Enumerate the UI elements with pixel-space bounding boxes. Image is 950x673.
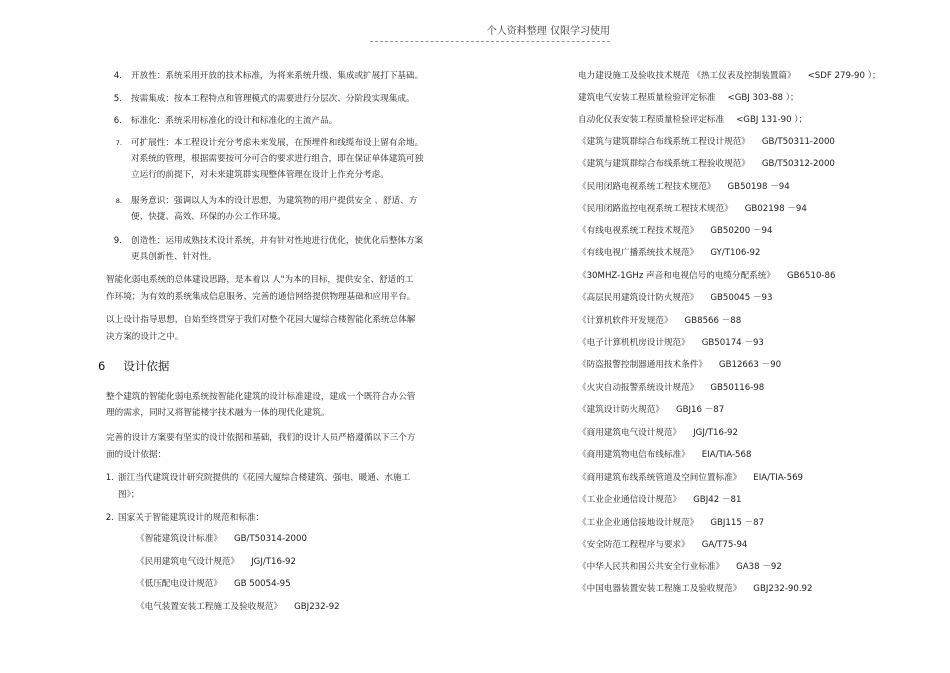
standard-row	[578, 337, 764, 350]
list-item-text: 图》；	[118, 490, 140, 500]
section-heading	[98, 360, 169, 373]
list-item-text: 浙江当代建筑设计研究院提供的《花园大厦综合楼建筑、强电、暖通、水施工	[118, 473, 411, 483]
list-item-number: 2.	[105, 513, 114, 523]
standard-name: 《商用建筑布线系统管道及空间位置标准》	[578, 473, 742, 483]
list-item-number: 7.	[115, 139, 122, 147]
standard-name: 《高层民用建筑设计防火规范》	[578, 293, 699, 303]
standard-code: GB50116-98	[710, 383, 765, 393]
standard-code: JGJ/T16-92	[251, 557, 296, 567]
standard-row	[578, 561, 782, 574]
standard-code: GB/T50311-2000	[761, 137, 835, 147]
standard-name: 《建筑与建筑群综合布线系统工程验收规范》	[578, 159, 750, 169]
standard-row	[136, 601, 340, 614]
paragraph: 决方案的设计之中。	[106, 332, 184, 342]
standard-row	[578, 404, 724, 417]
paragraph: 完善的设计方案要有坚实的设计依据和基础，我们的设计人员严格遵循以下三个方	[106, 433, 416, 443]
standard-row	[136, 556, 296, 569]
standard-code: GB/T50312-2000	[761, 159, 835, 169]
standard-name: 《工业企业通信设计规范》	[578, 495, 682, 505]
standard-row	[578, 583, 813, 596]
standard-name: 自动化仪表安装工程质量检验评定标准	[578, 115, 725, 125]
standard-row	[578, 181, 790, 194]
standard-name: 《计算机软件开发规范》	[578, 316, 673, 326]
standard-name: 《民用建筑电气设计规范》	[136, 557, 240, 567]
standard-name: 《电子计算机机房设计规范》	[578, 338, 690, 348]
standard-code: <GBJ 131-90 ）；	[736, 115, 808, 125]
list-item-text: 更具创新性、针对性。	[131, 252, 217, 262]
standard-row	[578, 517, 764, 530]
standard-row	[136, 578, 291, 591]
standard-name: 《商用建筑物电信布线标准》	[578, 450, 690, 460]
standard-row	[578, 359, 781, 372]
standard-row	[578, 472, 803, 485]
standard-name: 《中国电器装置安装工程施工及验收规范》	[578, 584, 742, 594]
list-item-number: 8.	[115, 197, 122, 205]
standard-name: 《安全防范工程程序与要求》	[578, 540, 690, 550]
standard-code: GB/T50314-2000	[233, 534, 307, 544]
standard-code: GB50198 －94	[727, 182, 790, 192]
standard-name: 建筑电气安装工程质量检验评定标准	[578, 93, 716, 103]
standard-row	[578, 70, 881, 83]
standard-code: GBJ232-92	[294, 602, 340, 612]
standard-name: 《商用建筑电气设计规范》	[578, 428, 682, 438]
standard-name: 《民用闭路电视系统工程技术规范》	[578, 182, 716, 192]
standard-row	[578, 225, 772, 238]
standard-code: GB50045 －93	[710, 293, 773, 303]
list-item-number: 1.	[105, 473, 114, 483]
standard-code: GA/T75-94	[701, 540, 748, 550]
standard-name: 《30MHZ-1GHz 声音和电视信号的电缆分配系统》	[578, 271, 775, 281]
list-item-number: 6.	[113, 116, 122, 126]
standard-code: GB 50054-95	[233, 579, 291, 589]
paragraph: 智能化弱电系统的总体建设思路，是本着以 人"为本的目标，提供安全、舒适的工	[106, 275, 414, 285]
list-item-text: 国家关于智能建筑设计的规范和标准：	[118, 513, 265, 523]
standard-code: GY/T106-92	[710, 248, 761, 258]
standard-code: JGJ/T16-92	[693, 428, 738, 438]
standard-code: EIA/TIA-569	[753, 473, 804, 483]
standard-row	[578, 292, 772, 305]
standard-row	[578, 494, 741, 507]
standard-code: GB6510-86	[786, 271, 836, 281]
standard-row	[578, 427, 738, 440]
standard-name: 《电气装置安装工程施工及验收规范》	[136, 602, 283, 612]
standard-code: GA38 －92	[736, 562, 782, 572]
standard-code: GB8566 －88	[684, 316, 742, 326]
list-item-text: 立运行的前提下，对未来建筑群实现整体管理在设计上作充分考虑。	[131, 170, 389, 180]
standard-row	[578, 247, 760, 260]
paragraph: 以上设计指导思想，自始至终贯穿于我们对整个花园大厦综合楼智能化系统总体解	[106, 315, 416, 325]
list-item-text: 标准化：系统采用标准化的设计和标准化的主流产品。	[131, 116, 338, 126]
standard-code: GBJ232-90.92	[753, 584, 813, 594]
standard-name: 《火灾自动报警系统设计规范》	[578, 383, 699, 393]
standard-code: GB12663 －90	[718, 360, 782, 370]
standard-name: 《防盗报警控制器通用技术条件》	[578, 360, 707, 370]
standard-name: 《有线电视广播系统技术规范》	[578, 248, 699, 258]
list-item-text: 对系统的管理，根据需要按可分可合的要求进行组合，即在保证单体建筑可独	[131, 154, 424, 164]
standard-name: 《建筑设计防火规范》	[578, 405, 664, 415]
standard-name: 《低压配电设计规范》	[136, 579, 222, 589]
paragraph: 作环境；为有效的系统集成信息服务、完善的通信网络提供物理基础和应用平台。	[106, 292, 416, 302]
list-item-text: 创造性：运用成熟技术设计系统，并有针对性地进行优化，使优化后整体方案	[131, 236, 424, 246]
standard-code: <GBJ 303-88 ）；	[727, 93, 799, 103]
standard-code: EIA/TIA-568	[701, 450, 752, 460]
list-item-text: 可扩展性：本工程设计充分考虑未来发展，在预埋件和线缆布设上留有余地。	[131, 138, 424, 148]
list-item-text: 按需集成：按本工程特点和管理模式的需要进行分层次、分阶段实现集成。	[131, 94, 415, 104]
standard-name: 《建筑与建筑群综合布线系统工程设计规范》	[578, 137, 750, 147]
standard-code: <SDF 279-90 ）；	[807, 71, 881, 81]
paragraph: 面的设计依据：	[106, 450, 167, 460]
standard-row	[578, 158, 835, 171]
list-item-number: 5.	[113, 94, 122, 104]
standard-code: GB02198 －94	[744, 204, 807, 214]
standard-code: GBJ42 －81	[693, 495, 742, 505]
standard-row	[578, 203, 807, 216]
standard-name: 《有线电视系统工程技术规范》	[578, 226, 699, 236]
list-item-number: 9.	[113, 236, 122, 246]
standard-row	[578, 136, 835, 149]
standard-row	[578, 114, 807, 127]
list-item-text: 服务意识：强调以人为本的设计思想，为建筑物的用户提供安全 、舒适、方	[131, 196, 418, 206]
standard-code: GBJ115 －87	[710, 518, 765, 528]
standard-row	[578, 92, 799, 105]
standard-name: 电力建设施工及验收技术规范 《热工仪表及控制装置篇》	[578, 71, 796, 81]
standard-row	[136, 533, 307, 546]
standard-row	[578, 315, 741, 328]
list-item-text: 便、快捷、高效、环保的办公工作环境。	[131, 212, 286, 222]
standard-row	[578, 270, 835, 283]
standard-row	[578, 539, 747, 552]
standard-name: 《工业企业通信接地设计规范》	[578, 518, 699, 528]
standard-name: 《中华人民共和国公共安全行业标准》	[578, 562, 725, 572]
standard-name: 《智能建筑设计标准》	[136, 534, 222, 544]
standard-code: GB50200 －94	[710, 226, 773, 236]
standard-name: 《民用闭路监控电视系统工程技术规范》	[578, 204, 733, 214]
standard-code: GBJ16 －87	[675, 405, 725, 415]
page-header: 个人资料整理 仅限学习使用	[370, 22, 610, 42]
list-item-number: 4.	[113, 71, 122, 81]
standard-row	[578, 382, 764, 395]
section-number: 6	[98, 359, 106, 373]
section-title: 设计依据	[123, 359, 170, 373]
paragraph: 理的需求，同时又将智能楼宇技术融为一体的现代化建筑。	[106, 408, 330, 418]
list-item-text: 开放性：系统采用开放的技术标准，为将来系统升级、集成或扩展打下基础。	[131, 71, 424, 81]
paragraph: 整个建筑的智能化弱电系统按智能化建筑的设计标准建设，建成一个既符合办公管	[106, 392, 416, 402]
standard-code: GB50174 －93	[701, 338, 764, 348]
standard-row	[578, 449, 751, 462]
